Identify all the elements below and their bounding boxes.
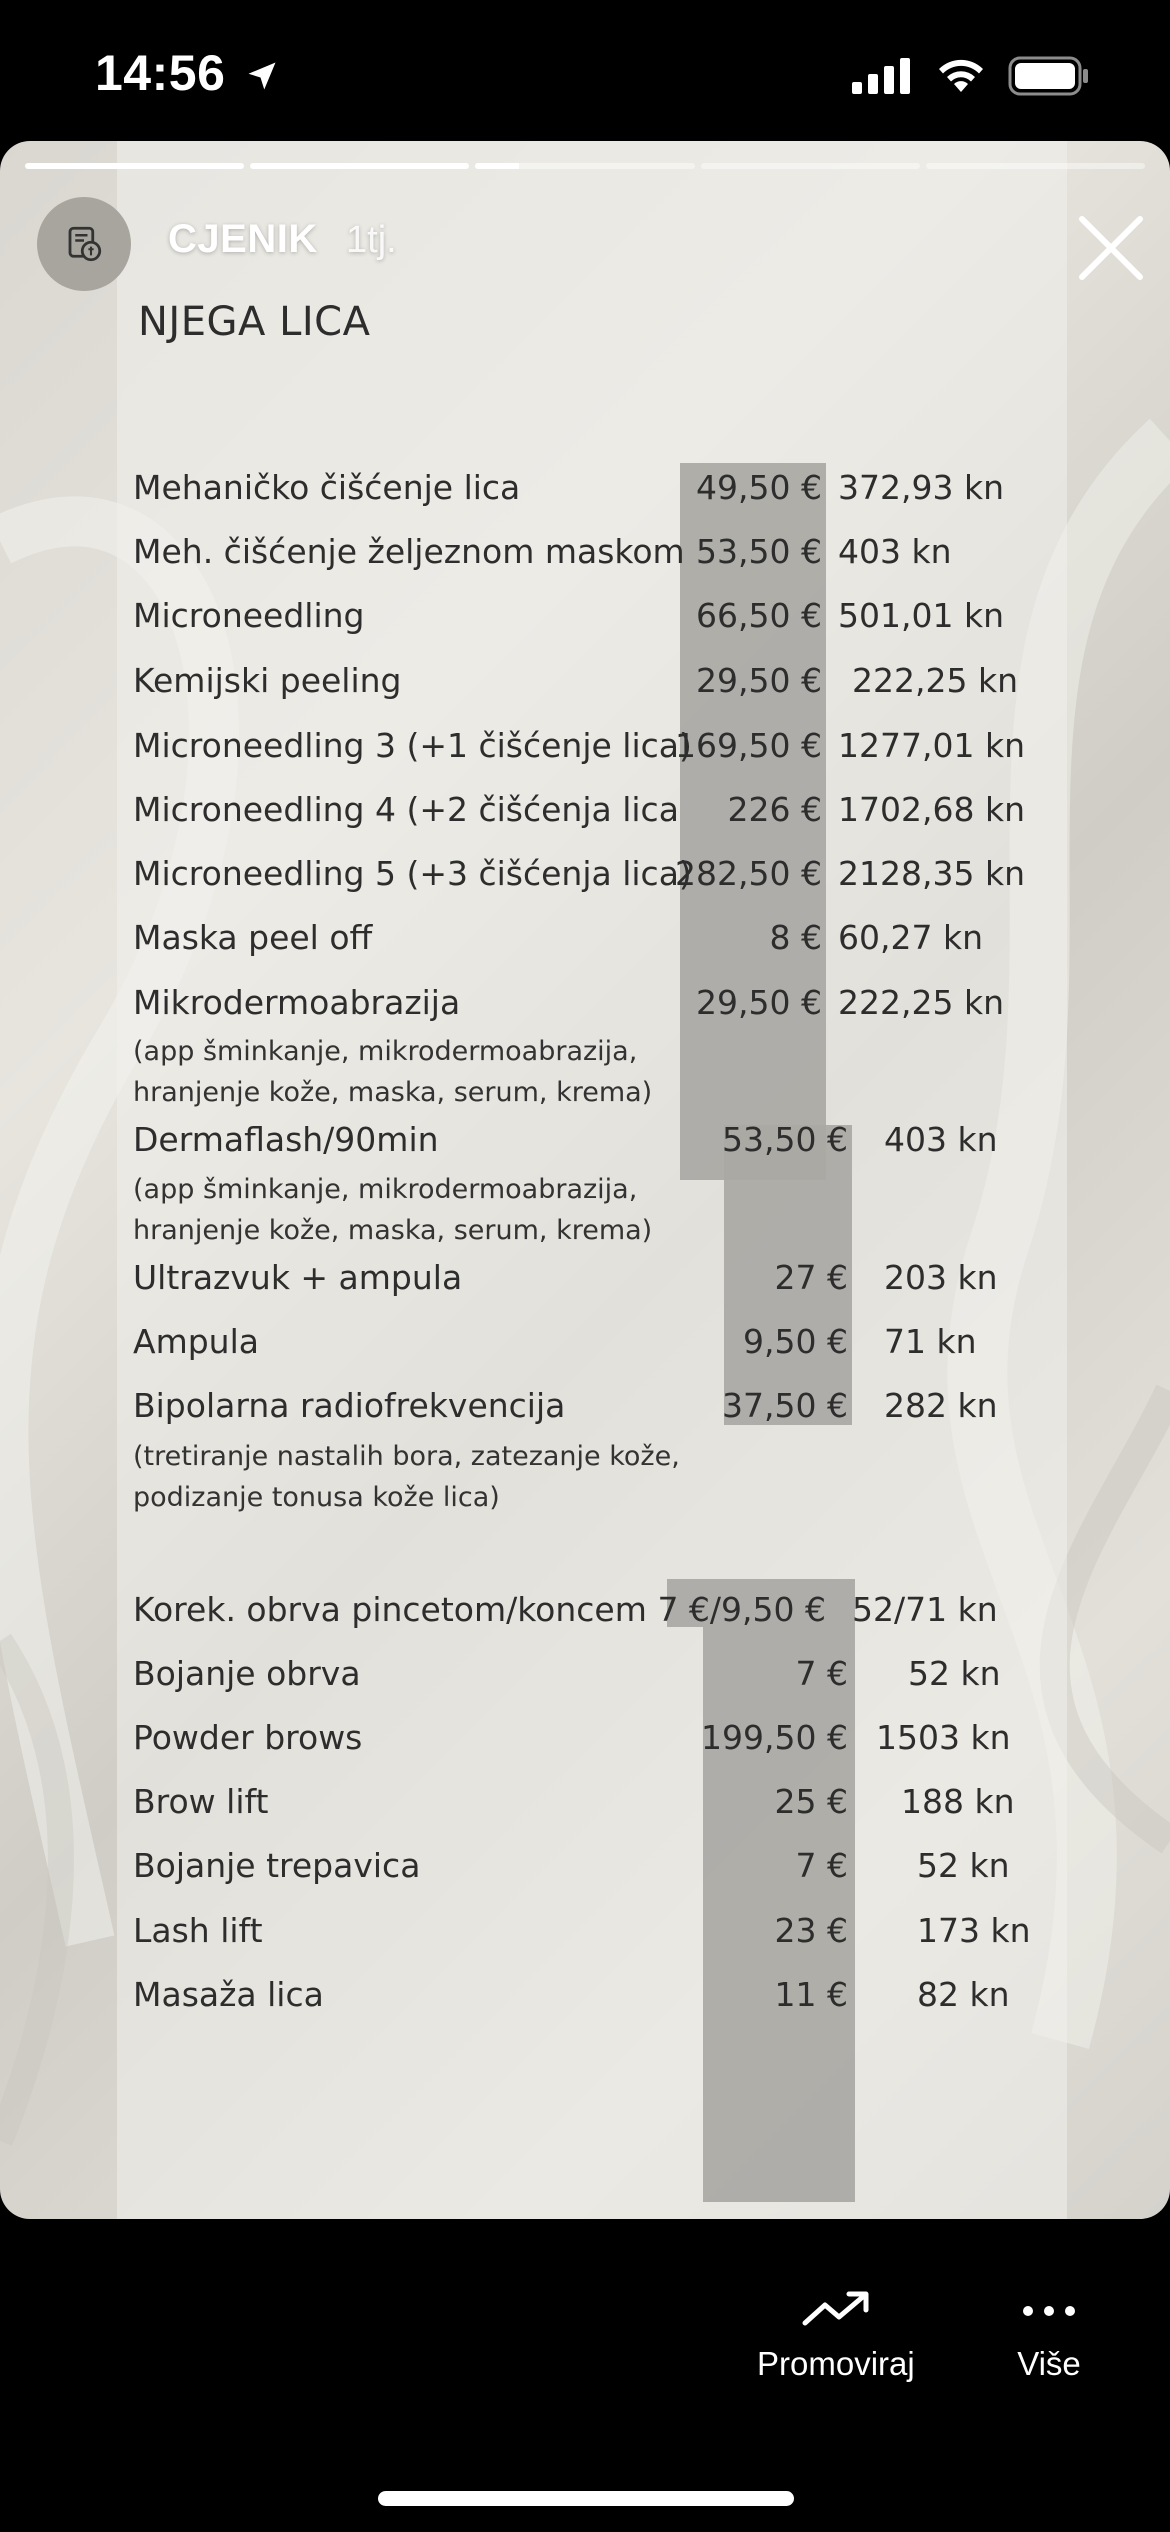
price-row (133, 918, 1133, 974)
price-kn: 1503 kn (876, 1718, 1011, 1757)
price-row (133, 1846, 1133, 1902)
service-name: Bojanje trepavica (133, 1846, 421, 1885)
price-kn: 82 kn (917, 1975, 1010, 2014)
note-line: podizanje tonusa kože lica) (133, 1482, 500, 1513)
price-eur: 226 € (727, 790, 822, 829)
progress-segment (926, 163, 1145, 169)
service-name: Ultrazvuk + ampula (133, 1258, 463, 1297)
price-kn: 1702,68 kn (838, 790, 1025, 829)
promote-label: Promoviraj (757, 2345, 915, 2382)
price-eur: 7 € (795, 1654, 848, 1693)
service-name: Maska peel off (133, 918, 373, 957)
service-name: Microneedling (133, 596, 365, 635)
price-kn: 403 kn (838, 532, 952, 571)
price-kn: 282 kn (884, 1386, 998, 1425)
location-arrow-icon (244, 58, 280, 94)
more-label: Više (1017, 2345, 1081, 2382)
service-name: Microneedling 3 (+1 čišćenje lica) (133, 726, 692, 765)
story-viewer[interactable] (0, 141, 1170, 2219)
price-row (133, 1120, 1133, 1176)
price-row (133, 1782, 1133, 1838)
status-bar (0, 0, 1170, 140)
service-name: Mikrodermoabrazija (133, 983, 461, 1022)
service-name: Bipolarna radiofrekvencija (133, 1386, 566, 1425)
battery-icon (1008, 56, 1090, 96)
cellular-signal-icon (852, 58, 914, 94)
service-name: Powder brows (133, 1718, 363, 1757)
service-name: Ampula (133, 1322, 259, 1361)
story-actions (0, 2219, 1170, 2532)
price-eur: 11 € (774, 1975, 848, 2014)
service-name: Microneedling 4 (+2 čišćenja lica (133, 790, 679, 829)
price-eur: 7 €/9,50 € (657, 1590, 826, 1629)
price-kn: 1277,01 kn (838, 726, 1025, 765)
price-row (133, 1654, 1133, 1710)
progress-segment (475, 163, 694, 169)
price-eur: 282,50 € (675, 854, 822, 893)
price-kn: 52 kn (908, 1654, 1001, 1693)
price-row (133, 596, 1133, 652)
note-line: (app šminkanje, mikrodermoabrazija, (133, 1036, 638, 1067)
price-kn: 222,25 kn (838, 983, 1004, 1022)
price-eur: 7 € (795, 1846, 848, 1885)
price-eur: 23 € (774, 1911, 848, 1950)
more-icon (1014, 2289, 1084, 2329)
price-row (133, 1322, 1133, 1378)
price-row (133, 1590, 1133, 1646)
price-eur: 27 € (774, 1258, 848, 1297)
price-kn: 71 kn (884, 1322, 977, 1361)
price-kn: 203 kn (884, 1258, 998, 1297)
home-indicator (378, 2491, 794, 2506)
progress-segment (250, 163, 469, 169)
price-eur: 66,50 € (696, 596, 822, 635)
price-kn: 173 kn (917, 1911, 1031, 1950)
price-kn: 52/71 kn (852, 1590, 998, 1629)
service-name: Lash lift (133, 1911, 263, 1950)
price-eur: 29,50 € (696, 983, 822, 1022)
price-kn: 2128,35 kn (838, 854, 1025, 893)
story-progress (25, 163, 1145, 169)
progress-segment (701, 163, 920, 169)
price-row (133, 1386, 1133, 1442)
price-row (133, 532, 1133, 588)
price-kn: 222,25 kn (852, 661, 1018, 700)
price-eur: 169,50 € (675, 726, 822, 765)
service-name: Kemijski peeling (133, 661, 402, 700)
service-name: Masaža lica (133, 1975, 324, 2014)
posted-time: 1tj. (346, 219, 397, 261)
price-row (133, 854, 1133, 910)
wifi-icon (936, 56, 986, 94)
price-row (133, 661, 1133, 717)
service-name: Korek. obrva pincetom/koncem (133, 1590, 647, 1629)
account-name[interactable]: CJENIK (168, 217, 318, 261)
price-eur: 53,50 € (722, 1120, 848, 1159)
status-time: 14:56 (95, 45, 226, 101)
note-line: hranjenje kože, maska, serum, krema) (133, 1077, 653, 1108)
price-eur: 199,50 € (701, 1718, 848, 1757)
price-kn: 501,01 kn (838, 596, 1004, 635)
price-kn: 52 kn (917, 1846, 1010, 1885)
service-name: Microneedling 5 (+3 čišćenja lica) (133, 854, 692, 893)
price-kn: 372,93 kn (838, 468, 1004, 507)
price-eur: 37,50 € (722, 1386, 848, 1425)
price-row (133, 1975, 1133, 2031)
service-name: Dermaflash/90min (133, 1120, 439, 1159)
price-eur: 9,50 € (743, 1322, 848, 1361)
service-name: Brow lift (133, 1782, 269, 1821)
note-line: hranjenje kože, maska, serum, krema) (133, 1215, 653, 1246)
close-icon[interactable] (1072, 209, 1150, 287)
price-eur: 25 € (774, 1782, 848, 1821)
price-row (133, 468, 1133, 524)
price-kn: 403 kn (884, 1120, 998, 1159)
service-name: Meh. čišćenje željeznom maskom (133, 532, 685, 571)
avatar[interactable] (37, 197, 131, 291)
service-name: Mehaničko čišćenje lica (133, 468, 521, 507)
price-row (133, 1718, 1133, 1774)
price-row (133, 1258, 1133, 1314)
note-line: (tretiranje nastalih bora, zatezanje kože, (133, 1441, 680, 1472)
price-kn: 60,27 kn (838, 918, 983, 957)
service-name: Bojanje obrva (133, 1654, 361, 1693)
price-row (133, 1911, 1133, 1967)
price-tag-icon (63, 223, 105, 265)
more-button[interactable] (1014, 2289, 1084, 2383)
promote-button[interactable] (757, 2289, 915, 2383)
price-kn: 188 kn (901, 1782, 1015, 1821)
note-line: (app šminkanje, mikrodermoabrazija, (133, 1174, 638, 1205)
price-eur: 8 € (769, 918, 822, 957)
price-row (133, 790, 1133, 846)
price-row (133, 726, 1133, 782)
price-eur: 49,50 € (696, 468, 822, 507)
trending-up-icon (801, 2289, 871, 2329)
progress-segment (25, 163, 244, 169)
page-title: NJEGA LICA (138, 299, 371, 345)
price-eur: 29,50 € (696, 661, 822, 700)
price-eur: 53,50 € (696, 532, 822, 571)
